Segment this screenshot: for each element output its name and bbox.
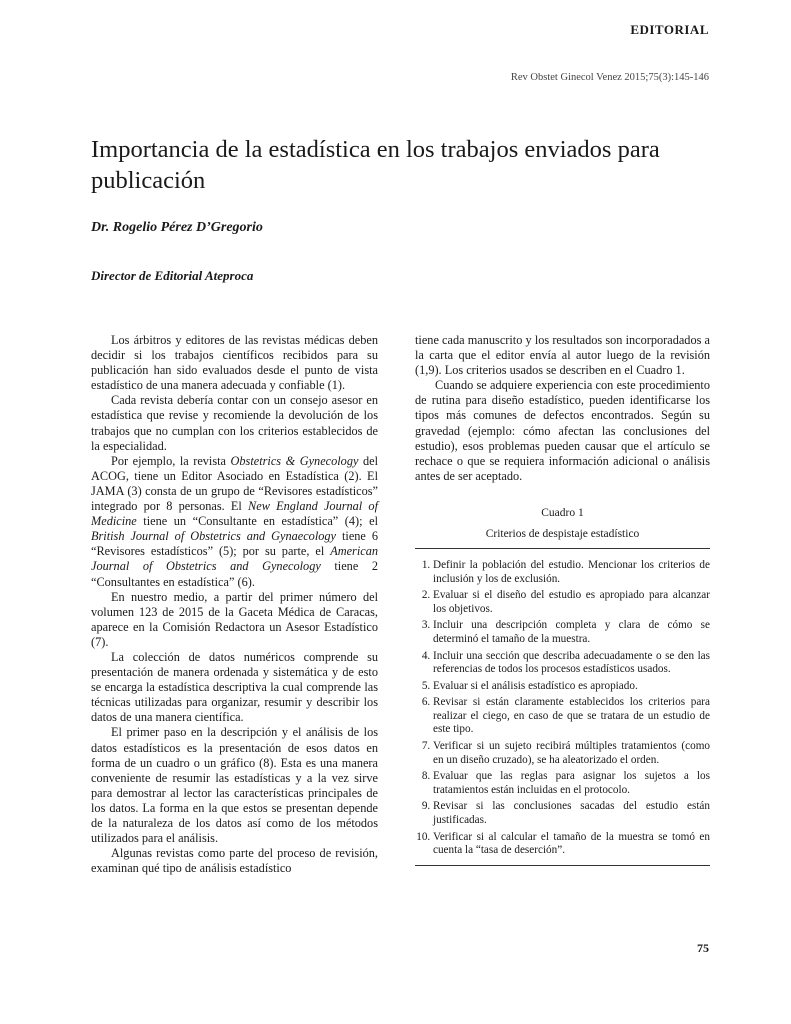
journal-name: American Journal of Obstetrics and Gynecology [91, 544, 378, 574]
paragraph-text: tiene 6 “Revisores estadísticos” (5); por su parte, el [91, 529, 378, 559]
journal-name: British Journal of Obstetrics and Gynaecology [91, 529, 337, 544]
article-title: Importancia de la estadística en los trabajos enviados para publicación [91, 136, 660, 194]
journal-name: Obstetrics & Gynecology [230, 453, 359, 468]
criteria-item: 8. Evaluar que las reglas para asignar los sujetos a los tratamientos están incluidas en el protocolo. [433, 770, 710, 797]
paragraph: En nuestro medio, a partir del primer número del volumen 123 de 2015 de la Gaceta Médica de Caracas, aparece en la Comisión Redactora un Asesor Estadístico (7). [91, 589, 378, 649]
paragraph [91, 454, 378, 590]
left-column [91, 333, 378, 876]
journal-name: New England Journal of Medicine [91, 499, 378, 529]
right-column [415, 333, 710, 866]
paragraph: Algunas revistas como parte del proceso de revisión, examinan qué tipo de análisis estadístico [91, 846, 378, 876]
author-affiliation: Director de Editorial Ateproca [91, 268, 254, 283]
journal-citation: Rev Obstet Ginecol Venez 2015;75(3):145-146 [510, 72, 709, 83]
paragraph: Cada revista debería contar con un consejo asesor en estadística que revise y recomiende la devolución de los trabajos que no cumplan con los criterios establecidos de la especialidad. [91, 393, 378, 453]
criteria-table [415, 548, 710, 866]
criteria-item: 7. Verificar si un sujeto recibirá múltiples tratamientos (como en un diseño cruzado), se ha aleatorizado el orden. [433, 740, 710, 767]
table-subcaption: Criterios de despistaje estadístico [485, 527, 640, 540]
paragraph-text: del ACOG, tiene un Editor Asociado en Estadística (2). El JAMA (3) consta de un grupo de “Revisores estadísticos” integrado por 8 personas. El [91, 453, 378, 514]
paragraph: Los árbitros y editores de las revistas médicas deben decidir si los trabajos científicos recibidos para su publicación han sido evaluados desde el punto de vista estadístico de una manera adecuada y confiable (1). [91, 333, 378, 393]
paragraph-text: tiene 2 “Consultantes en estadística” (6). [91, 559, 378, 589]
criteria-item: 2. Evaluar si el diseño del estudio es apropiado para alcanzar los objetivos. [433, 589, 710, 616]
paragraph: La colección de datos numéricos comprende su presentación de manera ordenada y sistemática y de esto se encarga la estadística descriptiva la cual comprende las técnicas utilizadas para organizar, resumir y describir los datos de una manera científica. [91, 649, 378, 725]
paragraph: El primer paso en la descripción y el análisis de los datos estadísticos es la presentación de esos datos en forma de un cuadro o un gráfico (8). Esta es una manera conveniente de resumir las estadísticas y a la vez sirve para demostrar al lector las características principales de los datos. La forma en la que estos se presentan depende de la naturaleza de los datos así como de los métodos utilizados para el análisis. [91, 725, 378, 846]
criteria-item: 9. Revisar si las conclusiones sacadas del estudio están justificadas. [433, 800, 710, 827]
paragraph: tiene cada manuscrito y los resultados son incorporadados a la carta que el editor envía al autor luego de la revisión (1,9). Los criterios usados se describen en el Cuadro 1. [415, 333, 710, 378]
criteria-item: 10. Verificar si al calcular el tamaño de la muestra se tomó en cuenta la “tasa de deserción”. [433, 831, 710, 858]
article-author: Dr. Rogelio Pérez D’Gregorio [91, 220, 263, 235]
criteria-item: 1. Definir la población del estudio. Mencionar los criterios de inclusión y los de exclusión. [433, 559, 710, 586]
criteria-item: 6. Revisar si están claramente establecidos los criterios para realizar el ciego, en caso de que se tratara de un estudio de este tipo. [433, 696, 710, 737]
criteria-item: 5. Evaluar si el análisis estadístico es apropiado. [433, 680, 710, 694]
section-label: EDITORIAL [630, 22, 709, 37]
table-caption: Cuadro 1 [541, 506, 584, 519]
criteria-item: 4. Incluir una sección que describa adecuadamente o se den las referencias de todos los procesos estadísticos usados. [433, 650, 710, 677]
criteria-list [415, 559, 710, 858]
page-number: 75 [697, 941, 709, 955]
paragraph-text: tiene un “Consultante en estadística” (4); el [136, 514, 378, 529]
criteria-item: 3. Incluir una descripción completa y clara de cómo se determinó el tamaño de la muestra. [433, 619, 710, 646]
paragraph: Cuando se adquiere experiencia con este procedimiento de rutina para diseño estadístico, pueden identificarse los tipos más comunes de defectos encontrados. Según su gravedad (ejemplo: cómo afectan las conclusiones del estudio), esos problemas pueden causar que el artículo se rechace o que se requiera información adicional o análisis antes de ser aceptado. [415, 378, 710, 483]
paragraph-text: Por ejemplo, la revista [111, 453, 231, 468]
